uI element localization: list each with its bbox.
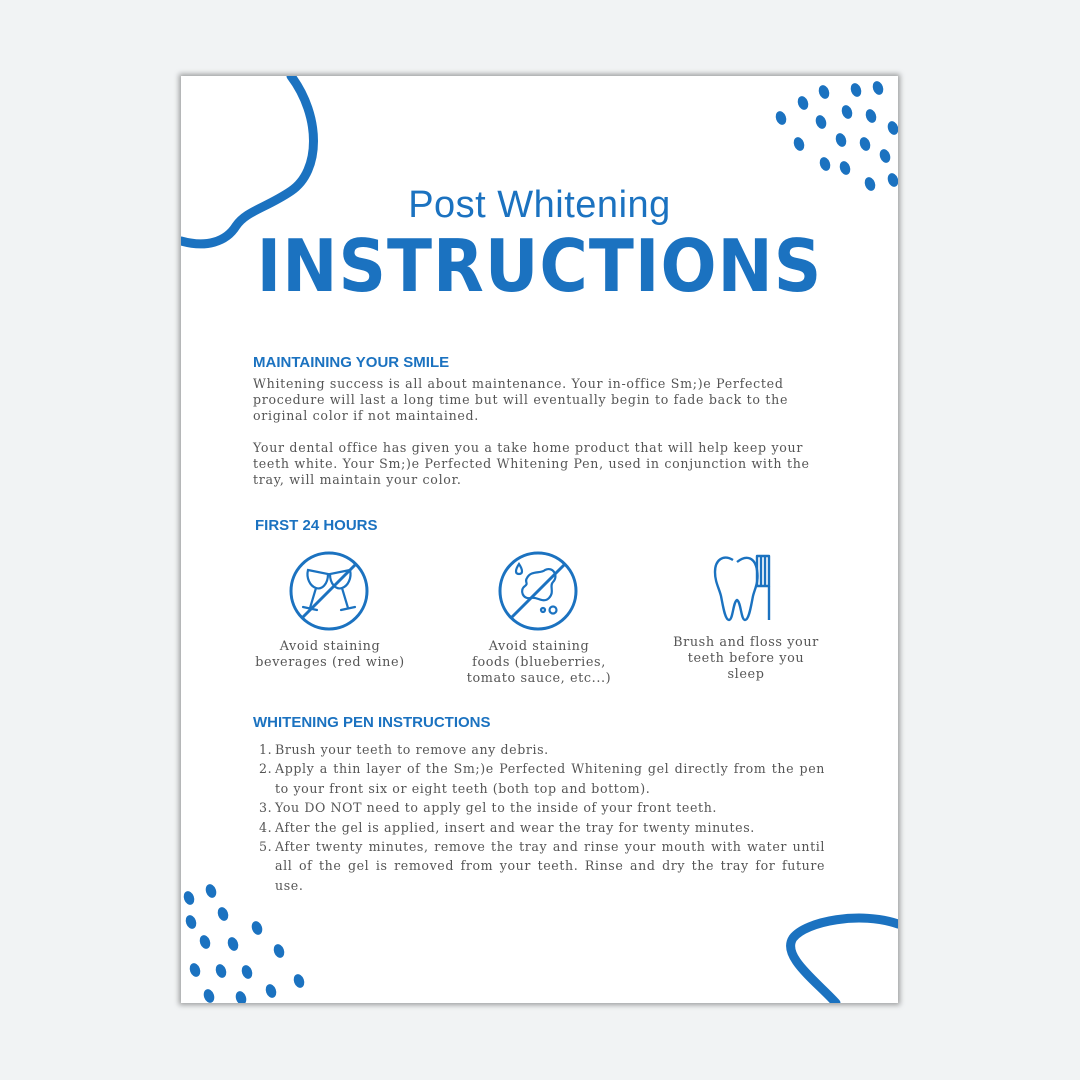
- dots-bottom-left: [182, 883, 306, 1003]
- step-text: You DO NOT need to apply gel to the inside of your front teeth.: [275, 800, 718, 816]
- no-wine-icon: [288, 550, 370, 632]
- no-stain-food-icon: [497, 550, 579, 632]
- step-number: 4.: [259, 819, 273, 835]
- step-number: 3.: [259, 800, 273, 816]
- instruction-sheet: [181, 76, 898, 1003]
- paragraph-line: Whitening success is all about maintenance. Your in-office Sm;)e Perfected: [253, 376, 784, 391]
- list-item: [259, 740, 825, 759]
- caption-line: Brush and floss your: [673, 635, 819, 650]
- caption-line: foods (blueberries,: [472, 655, 606, 670]
- step-text: After twenty minutes, remove the tray and rinse your mouth with water until all of the gel is removed from your teeth. Rinse and dry the tray for future use.: [275, 839, 825, 893]
- caption-brush-floss: [656, 635, 836, 683]
- heading-maintaining: MAINTAINING YOUR SMILE: [253, 354, 450, 371]
- list-item: [259, 837, 825, 895]
- caption-line: tomato sauce, etc...): [466, 671, 612, 686]
- paragraph-line: tray, will maintain your color.: [253, 472, 462, 487]
- heading-first-24-hours: FIRST 24 HOURS: [255, 517, 378, 534]
- title-line-2: INSTRUCTIONS: [256, 224, 823, 309]
- paragraph-line: original color if not maintained.: [253, 408, 480, 423]
- step-number: 1.: [259, 742, 273, 757]
- wave-bottom-right: [791, 918, 898, 1003]
- paragraph-take-home: [253, 440, 843, 488]
- list-item: [259, 759, 825, 798]
- title-line-1: Post Whitening: [408, 184, 671, 226]
- step-text: After the gel is applied, insert and wear the tray for twenty minutes.: [275, 819, 755, 835]
- list-item: [259, 798, 825, 817]
- step-text: Apply a thin layer of the Sm;)e Perfected Whitening gel directly from the pen to your front six or eight teeth (both top and bottom).: [275, 761, 825, 796]
- pen-steps-list: [259, 740, 825, 895]
- caption-avoid-foods: [449, 639, 629, 687]
- paragraph-line: teeth white. Your Sm;)e Perfected Whitening Pen, used in conjunction with the: [253, 456, 810, 471]
- heading-whitening-pen: WHITENING PEN INSTRUCTIONS: [253, 714, 491, 731]
- list-item: [259, 818, 825, 837]
- caption-line: beverages (red wine): [255, 655, 405, 670]
- paragraph-line: Your dental office has given you a take home product that will help keep your: [253, 440, 804, 455]
- tooth-toothbrush-icon: [711, 552, 777, 624]
- caption-line: Avoid staining: [279, 639, 381, 654]
- dots-top-right: [774, 80, 898, 193]
- caption-line: teeth before you: [687, 651, 805, 666]
- caption-avoid-beverages: [240, 639, 420, 671]
- step-number: 5.: [259, 839, 273, 855]
- paragraph-maintenance: [253, 376, 843, 424]
- step-number: 2.: [259, 761, 273, 777]
- paragraph-line: procedure will last a long time but will eventually begin to fade back to the: [253, 392, 789, 407]
- step-text: Brush your teeth to remove any debris.: [275, 742, 549, 757]
- caption-line: Avoid staining: [488, 639, 590, 654]
- caption-line: sleep: [727, 667, 765, 682]
